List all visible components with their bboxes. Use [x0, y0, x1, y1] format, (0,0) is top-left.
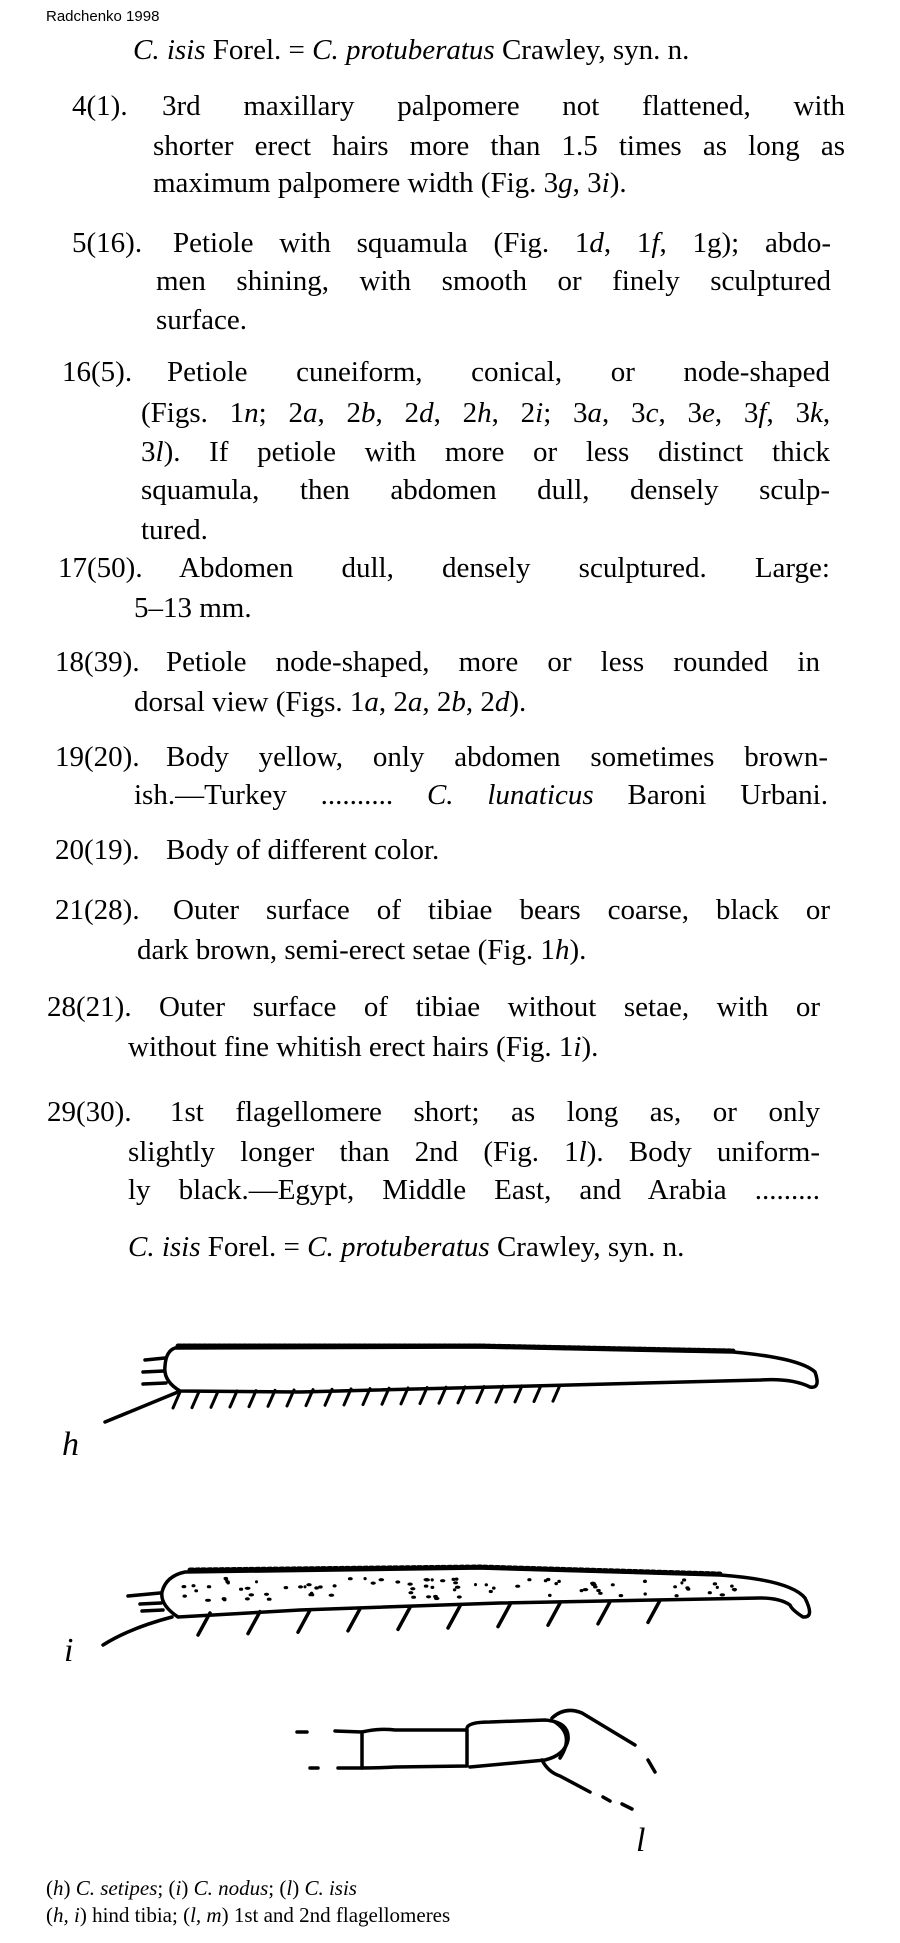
italic-text: a: [364, 686, 379, 718]
couplet-number: 4(1).: [72, 90, 128, 122]
seta: [648, 1600, 660, 1622]
second-flagellomere: [467, 1720, 568, 1767]
couplet-number: 21(28).: [55, 894, 140, 926]
text-run: , 2: [433, 397, 478, 429]
couplet-number: 20(19).: [55, 834, 140, 866]
text-run: Body yellow, only abdomen sometimes brown-: [166, 741, 828, 773]
stipple-dot: [264, 1593, 269, 1596]
seta: [515, 1386, 522, 1402]
page-header-citation: Radchenko 1998: [46, 8, 160, 25]
seta: [230, 1391, 237, 1407]
stipple-dot: [408, 1591, 413, 1594]
italic-text: C. protuberatus: [307, 1231, 490, 1263]
text-run: ; (: [268, 1876, 287, 1900]
italic-text: i: [573, 1031, 582, 1063]
italic-text: i: [535, 397, 544, 429]
stipple-dot: [485, 1583, 488, 1586]
text-run: ).: [509, 686, 527, 718]
stipple-dot: [407, 1583, 412, 1586]
stipple-dot: [364, 1577, 367, 1580]
stipple-dot: [720, 1593, 726, 1596]
text-run: maximum palpomere width (Fig. 3: [153, 167, 559, 199]
text-run: , 2: [317, 397, 362, 429]
figure-label-h: h: [62, 1426, 79, 1463]
stipple-dot: [333, 1584, 337, 1587]
text-run: ) 1st and 2nd flagellomeres: [221, 1903, 451, 1927]
seta: [211, 1391, 218, 1407]
text-run: Body of different color.: [166, 834, 440, 866]
text-run: 5–13 mm.: [134, 592, 252, 624]
stipple-dot: [643, 1580, 647, 1583]
text-run: , 1g); abdo-: [659, 227, 831, 259]
text-run: ) hind tibia; (: [79, 1903, 191, 1927]
stipple-dot: [554, 1582, 558, 1585]
first-flagellomere: [362, 1729, 467, 1768]
text-run: ish.—Turkey ..........: [134, 779, 427, 811]
text-run: ly black.—Egypt, Middle East, and Arabia .........: [128, 1174, 820, 1206]
stipple-dot: [245, 1587, 251, 1590]
stipple-dot: [708, 1591, 712, 1594]
stipple-dot: [434, 1597, 440, 1600]
stipple-dot: [424, 1585, 429, 1588]
stipple-dot: [457, 1595, 462, 1598]
text-run: 3: [141, 436, 156, 468]
seta: [553, 1385, 560, 1401]
stipple-dot: [183, 1595, 187, 1598]
tibia-base-line: [103, 1617, 172, 1645]
scape-dashes: [297, 1731, 362, 1768]
couplet-number: 19(20).: [55, 741, 140, 773]
stipple-dot: [619, 1594, 624, 1597]
stipple-dot: [611, 1583, 615, 1586]
text-run: , 2: [375, 397, 420, 429]
couplet-number: 5(16).: [72, 227, 143, 259]
stipple-dot: [371, 1582, 376, 1585]
text-run: ): [63, 1876, 76, 1900]
text-run: Outer surface of tibiae without setae, with or: [159, 991, 820, 1023]
stipple-dot: [548, 1594, 552, 1597]
text-run: , 3: [602, 397, 646, 429]
stipple-dot: [673, 1585, 677, 1588]
stipple-dot: [395, 1580, 400, 1583]
seta: [298, 1610, 310, 1632]
stipple-dot: [453, 1588, 456, 1591]
text-run: slightly longer than 2nd (Fig. 1: [128, 1136, 579, 1168]
text-run: ; 2: [258, 397, 303, 429]
stipple-dot: [411, 1596, 416, 1599]
stipple-dot: [329, 1594, 335, 1597]
stipple-dot: [455, 1586, 461, 1589]
italic-text: b: [361, 397, 376, 429]
stipple-dot: [730, 1585, 734, 1588]
stipple-dot: [583, 1588, 589, 1591]
stipple-dot: [306, 1583, 311, 1586]
text-run: men shining, with smooth or finely sculptured: [156, 265, 831, 297]
stipple-dot: [593, 1585, 598, 1588]
text-run: ).: [609, 167, 627, 199]
seta: [598, 1602, 610, 1624]
seta: [448, 1606, 460, 1628]
text-run: (Figs. 1: [141, 397, 245, 429]
stipple-dot: [557, 1580, 561, 1583]
italic-text: h: [53, 1876, 64, 1900]
text-run: , 3: [766, 397, 810, 429]
italic-text: C. lunaticus: [426, 779, 594, 811]
stipple-dot: [194, 1589, 198, 1592]
stipple-dot: [255, 1580, 258, 1583]
couplet-number: 17(50).: [58, 552, 143, 584]
text-run: Baroni Urbani.: [593, 779, 828, 811]
seta: [534, 1386, 541, 1402]
stipple-dot: [492, 1587, 496, 1590]
text-run: 1st flagellomere short; as long as, or only: [170, 1096, 820, 1128]
italic-text: a: [303, 397, 318, 429]
stipple-dot: [304, 1585, 307, 1588]
text-run: 3rd maxillary palpomere not flattened, with: [162, 90, 845, 122]
italic-text: l: [286, 1876, 293, 1900]
italic-text: l: [155, 436, 164, 468]
stipple-dot: [207, 1585, 211, 1588]
stipple-dot: [298, 1585, 303, 1588]
text-run: , 3: [714, 397, 759, 429]
text-run: ): [292, 1876, 305, 1900]
italic-text: l, m: [190, 1903, 222, 1927]
stipple-dot: [192, 1584, 196, 1587]
text-run: without fine whitish erect hairs (Fig. 1: [128, 1031, 574, 1063]
text-run: ,: [822, 397, 831, 429]
italic-text: d: [589, 227, 604, 259]
stipple-dot: [318, 1585, 323, 1588]
italic-text: b: [451, 686, 466, 718]
text-run: , 3: [572, 167, 602, 199]
text-run: dark brown, semi-erect setae (Fig. 1: [137, 934, 555, 966]
text-run: shorter erect hairs more than 1.5 times as long as: [153, 130, 845, 162]
italic-text: C. isis: [133, 34, 206, 66]
text-run: , 2: [491, 397, 536, 429]
tibia-end-hairs: [128, 1593, 163, 1611]
stipple-dot: [249, 1593, 255, 1596]
text-run: , 2: [465, 686, 495, 718]
text-run: Crawley, syn. n.: [489, 1231, 685, 1263]
stipple-dot: [453, 1581, 458, 1584]
tibia-outline: [165, 1347, 817, 1392]
stipple-dot: [596, 1589, 601, 1592]
italic-text: f: [758, 397, 767, 429]
italic-text: a: [407, 686, 423, 718]
italic-text: n: [244, 397, 259, 429]
italic-text: C. nodus: [193, 1876, 269, 1900]
couplet-number: 16(5).: [62, 356, 133, 388]
stipple-dot: [227, 1581, 230, 1584]
italic-text: d: [419, 397, 434, 429]
text-run: , 1: [603, 227, 652, 259]
italic-text: C. setipes: [75, 1876, 158, 1900]
seta: [248, 1612, 260, 1634]
stipple-dot: [598, 1592, 603, 1595]
stipple-dot: [245, 1597, 250, 1600]
stipple-dot: [675, 1594, 679, 1597]
text-run: Petiole with squamula (Fig. 1: [173, 227, 590, 259]
stipple-dot: [733, 1588, 736, 1591]
stipple-dot: [440, 1579, 445, 1582]
tibia-end-hairs: [143, 1358, 166, 1384]
text-run: ): [181, 1876, 194, 1900]
figure-l-flagellomeres: [297, 1710, 655, 1809]
text-run: ).: [569, 934, 587, 966]
caption-line: [46, 1903, 450, 1927]
stipple-dot: [452, 1578, 456, 1581]
italic-text: h: [477, 397, 492, 429]
seta: [498, 1605, 510, 1627]
couplet-number: 28(21).: [47, 991, 132, 1023]
text-run: (: [46, 1903, 53, 1927]
italic-text: f: [651, 227, 660, 259]
stipple-dot: [284, 1586, 289, 1589]
caption-line: [46, 1876, 357, 1900]
seta: [348, 1609, 360, 1631]
couplet-number: 29(30).: [47, 1096, 132, 1128]
tibia-top-bristles: [190, 1567, 720, 1574]
text-run: Abdomen dull, densely sculptured. Large:: [179, 552, 830, 584]
text-run: , 2: [378, 686, 408, 718]
text-run: ). Body uniform-: [586, 1136, 820, 1168]
italic-text: c: [645, 397, 659, 429]
italic-text: g: [558, 167, 573, 199]
stipple-dot: [267, 1598, 272, 1601]
italic-text: k: [809, 397, 823, 429]
stipple-dot: [426, 1595, 431, 1598]
text-run: tured.: [141, 514, 208, 546]
text-run: (: [46, 1876, 53, 1900]
stipple-dot: [410, 1587, 415, 1590]
text-run: , 2: [422, 686, 452, 718]
stipple-dot: [713, 1582, 717, 1585]
stipple-dot: [716, 1586, 719, 1589]
italic-text: d: [494, 686, 510, 718]
text-run: surface.: [156, 304, 247, 336]
couplet-number: 18(39).: [55, 646, 140, 678]
italic-text: i: [601, 167, 610, 199]
text-run: ; (: [157, 1876, 176, 1900]
italic-text: a: [587, 397, 603, 429]
stipple-dot: [223, 1598, 227, 1601]
stipple-dot: [515, 1585, 520, 1588]
text-run: Outer surface of tibiae bears coarse, black or: [173, 894, 830, 926]
stipple-dot: [474, 1583, 477, 1586]
seta: [192, 1392, 199, 1408]
stipple-dot: [544, 1579, 548, 1582]
text-run: , 3: [658, 397, 702, 429]
text-run: Crawley, syn. n.: [494, 34, 690, 66]
stipple-dot: [182, 1585, 187, 1588]
stipple-dot: [205, 1599, 211, 1602]
text-run: ; 3: [543, 397, 588, 429]
stipple-dot: [527, 1578, 531, 1581]
stipple-dot: [379, 1578, 385, 1581]
italic-text: l: [578, 1136, 587, 1168]
figure-label-i: i: [64, 1632, 74, 1669]
stipple-dot: [431, 1586, 435, 1589]
seta: [548, 1603, 560, 1625]
figure-h-hind-tibia: [105, 1346, 817, 1422]
stipple-dot: [680, 1581, 683, 1584]
stipple-dot: [348, 1577, 353, 1580]
stipple-dot: [431, 1578, 434, 1581]
text-run: Forel. =: [200, 1231, 308, 1263]
italic-text: C. isis: [128, 1231, 201, 1263]
stipple-dot: [239, 1588, 243, 1591]
text-run: dorsal view (Figs. 1: [134, 686, 365, 718]
text-run: ).: [581, 1031, 599, 1063]
italic-text: i: [175, 1876, 182, 1900]
text-run: squamula, then abdomen dull, densely sculp-: [141, 474, 830, 506]
text-run: Petiole node-shaped, more or less rounded in: [166, 646, 820, 678]
text-run: ). If petiole with more or less distinct thick: [163, 436, 830, 468]
stipple-dot: [682, 1578, 686, 1581]
text-run: Petiole cuneiform, conical, or node-shaped: [167, 356, 830, 388]
italic-text: e: [701, 397, 715, 429]
text-run: Forel. =: [205, 34, 313, 66]
tibia-base-line: [105, 1392, 178, 1422]
stipple-dot: [686, 1588, 690, 1591]
stipple-dot: [489, 1590, 493, 1593]
seta: [398, 1607, 410, 1629]
figure-label-l: l: [636, 1822, 646, 1859]
italic-text: C. isis: [304, 1876, 357, 1900]
stipple-dot: [308, 1593, 312, 1596]
stipple-dot: [644, 1592, 647, 1595]
italic-text: h: [554, 934, 570, 966]
italic-text: h, i: [53, 1903, 80, 1927]
stipple-dot: [424, 1578, 430, 1581]
italic-text: C. protuberatus: [312, 34, 495, 66]
figure-i-hind-tibia: [103, 1567, 810, 1645]
